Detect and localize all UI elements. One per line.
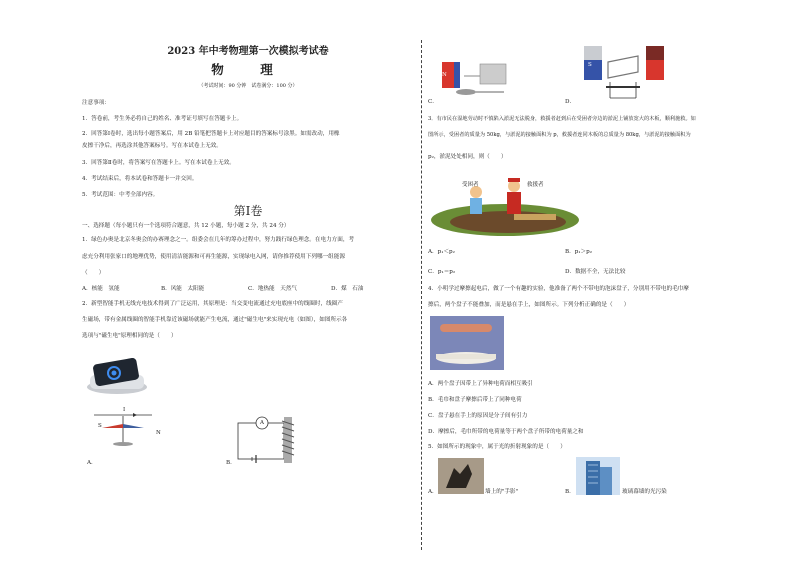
- q2-line: 选项与"磁生电"原理相同的是（ ）: [82, 333, 177, 339]
- exam-title: 2023 年中考物理第一次模拟考试卷: [167, 46, 329, 57]
- q5-line: 5．如图所示的现象中，属于光的折射现象的是（ ）: [428, 444, 566, 450]
- right-column: [428, 0, 728, 562]
- generator-diagram: [438, 56, 508, 100]
- q2-option-c: C．: [428, 99, 438, 105]
- q2-line: 生磁场，带有金属线圈的智能手机靠近该磁场就能产生电流，通过"磁生电"来实现充电（如图），如图所示各: [82, 317, 348, 323]
- magnet-n-label: N: [442, 72, 447, 78]
- note-item: 皮擦干净后，再选涂其他答案标号。写在本试卷上无效。: [82, 143, 222, 149]
- q3-line: 3．有市民在湿地劳动时不慎陷入淤泥无法脱身，救援者赶到后在受困者旁边的淤泥上铺放宽大的木板，顺利施救。如: [428, 116, 696, 122]
- notes-heading: 注意事项：: [82, 100, 110, 106]
- exam-meta: （考试时间：90 分钟 试卷满分：100 分）: [198, 83, 298, 89]
- q1-line: 虑充分利用张家口的地理优势，使用清洁能源和可再生能源，实现绿电入网，请你推荐使用下列哪一组能源: [82, 254, 345, 260]
- q1-option-a: A．核能 氢能: [82, 286, 120, 292]
- q4-option-d: D．摩擦后，毛巾所带的电荷量等于两个盘子所带的电荷量之和: [428, 429, 584, 435]
- current-label: I: [123, 407, 126, 413]
- q5-caption-b: 玻璃幕墙的光污染: [622, 489, 667, 495]
- note-item: 4．考试结束后，将本试卷和答题卡一并交回。: [82, 176, 198, 182]
- motor-diagram: [580, 42, 666, 104]
- q1-option-d: D．煤 石油: [331, 286, 364, 292]
- trapped-person-label: 受困者: [462, 182, 479, 188]
- glass-curtain-wall-image: [576, 457, 620, 495]
- q3-option-b: B．p₁＞p₂: [565, 249, 592, 255]
- q2-option-b: B．: [226, 460, 236, 466]
- hand-shadow-image: [438, 458, 484, 494]
- q4-option-c: C．盘子悬在手上的原因是分子间有引力: [428, 413, 528, 419]
- q3-option-d: D．数据不全，无法比较: [565, 269, 626, 275]
- rescuer-label: 救援者: [527, 182, 544, 188]
- south-pole-label: S: [98, 423, 102, 429]
- q1-option-b: B．风能 太阳能: [161, 286, 205, 292]
- subject-title: 物 理: [211, 62, 285, 77]
- q1-line: （ ）: [82, 270, 105, 276]
- note-item: 5．考试范围：中考全部内容。: [82, 192, 159, 198]
- q1-option-c: C．地热能 天然气: [248, 286, 298, 292]
- q4-option-b: B．毛巾和盘子摩擦后带上了同种电荷: [428, 397, 522, 403]
- q3-option-c: C．p₁＝p₂: [428, 269, 456, 275]
- mud-rescue-image: [430, 168, 580, 238]
- note-item: 2．回答第Ⅰ卷时，选出每小题答案后，用 2B 铅笔把答题卡上对应题目的答案标号涂黑。如需改动，用橡: [82, 131, 340, 137]
- q5-option-b: B．: [565, 489, 575, 495]
- ammeter-label: A: [260, 420, 264, 426]
- left-column: [82, 0, 414, 562]
- floating-plate-image: [430, 316, 504, 370]
- note-item: 3．回答第Ⅱ卷时，将答案写在答题卡上。写在本试卷上无效。: [82, 160, 235, 166]
- ammeter-coil-circuit: [232, 411, 308, 469]
- q5-caption-a: 墙上的"手影": [485, 489, 519, 495]
- wireless-charger-image: [86, 357, 148, 397]
- q3-line: p₂，淤泥处处相同，则（ ）: [428, 154, 507, 160]
- north-pole-label: N: [156, 430, 161, 436]
- magnet-s-label: S: [588, 62, 592, 68]
- column-divider: [421, 40, 422, 550]
- q1-line: 1．绿色办奥是北京冬奥会的办赛理念之一。组委会在几年的筹办过程中，努力践行绿色理念。在电力方面，考: [82, 237, 355, 243]
- section-title: 第Ⅰ卷: [233, 204, 263, 218]
- q3-line: 图所示，受困者的质量为 50kg，与淤泥的接触面积为 p，救援者连同木板的总质量为 80kg，与淤泥的接触面积为: [428, 132, 691, 138]
- q2-line: 2．新型智能手机无线充电技术得到了广泛运用，其原理是：当交变电流通过充电底座中的线圈时，线圈产: [82, 301, 343, 307]
- q2-option-a: A．: [87, 460, 97, 466]
- q3-option-a: A．p₁＜p₂: [428, 249, 455, 255]
- q4-option-a: A．两个盘子因带上了异种电荷而相互吸引: [428, 381, 533, 387]
- q4-line: 擦后，两个盘子不能叠加，而是悬在手上，如图所示。下列分析正确的是（ ）: [428, 302, 630, 308]
- part1-heading: 一、选择题（每小题只有一个选项符合题意，共 12 小题，每小题 2 分，共 24 分）: [82, 223, 290, 229]
- q5-option-a: A．: [428, 489, 438, 495]
- note-item: 1．答卷前，考生务必将自己的姓名、准考证号填写在答题卡上。: [82, 116, 243, 122]
- q2-option-d: D．: [565, 99, 576, 105]
- q4-line: 4．小明学过摩擦起电后，做了一个有趣的实验，他准备了两个不带电的泡沫盘子，分别用不带电的毛巾摩: [428, 286, 689, 292]
